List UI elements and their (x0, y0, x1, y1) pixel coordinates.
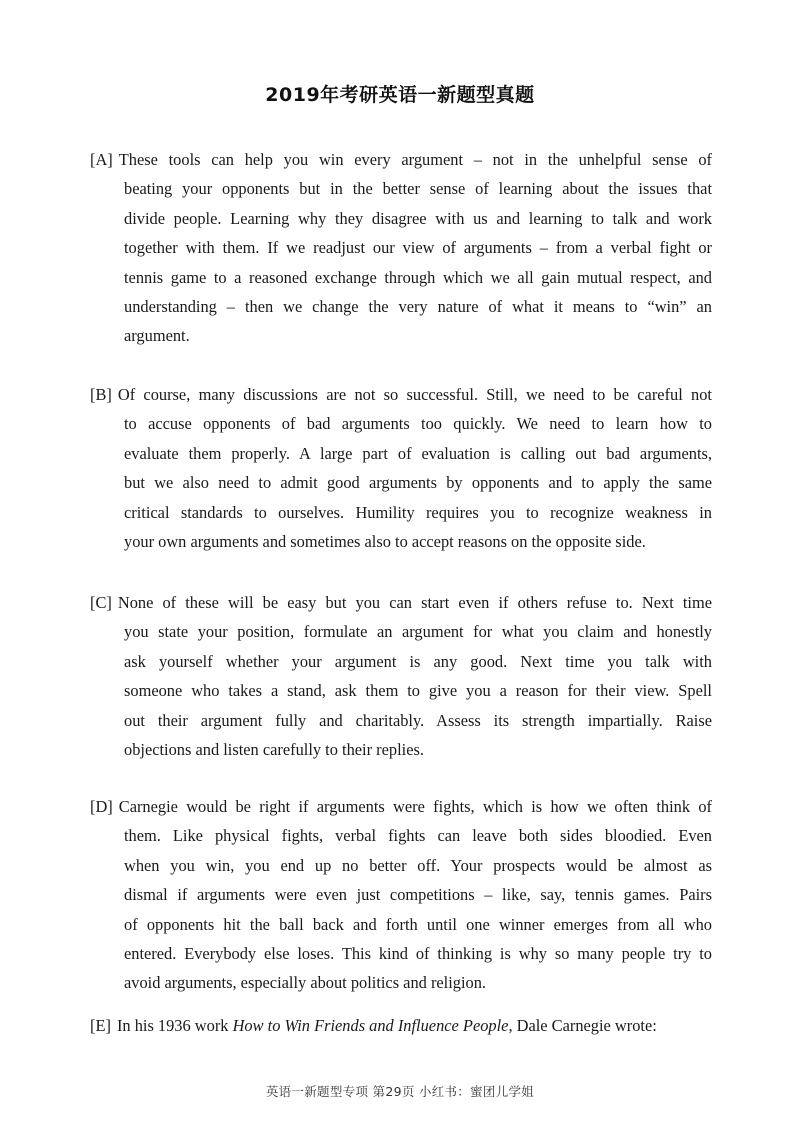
paragraph-line: [D] Carnegie would be right if arguments were fights, which is how we often think of (90, 792, 712, 821)
book-title: How to Win Friends and Influence People (232, 1016, 509, 1035)
paragraph-line: critical standards to ourselves. Humility requires you to recognize weakness in (124, 502, 712, 522)
paragraph-label: [C] (90, 593, 112, 612)
paragraph-line: evaluate them properly. A large part of evaluation is calling out bad arguments, (124, 443, 712, 463)
paragraph-c (90, 588, 712, 764)
paragraph-line: [A] These tools can help you win every argument – not in the unhelpful sense of (90, 145, 712, 174)
paragraph-line: objections and listen carefully to their replies. (124, 740, 424, 760)
paragraph-a (90, 145, 712, 351)
paragraph-line: of opponents hit the ball back and forth until one winner emerges from all who (124, 914, 712, 934)
paragraph-label: [E] (90, 1016, 111, 1035)
paragraph-line: together with them. If we readjust our view of arguments – from a verbal fight or (124, 238, 712, 258)
paragraph-line: your own arguments and sometimes also to accept reasons on the opposite side. (124, 532, 646, 552)
paragraph-line: when you win, you end up no better off. Your prospects would be almost as (124, 855, 712, 875)
paragraph-line: dismal if arguments were even just competitions – like, say, tennis games. Pairs (124, 885, 712, 905)
paragraph-line: tennis game to a reasoned exchange through which we all gain mutual respect, and (124, 267, 712, 287)
page-title: 2019年考研英语一新题型真题 (265, 84, 535, 106)
paragraph-line: entered. Everybody else loses. This kind of thinking is why so many people try to (124, 944, 712, 964)
paragraph-label: [A] (90, 150, 113, 169)
paragraph-line: ask yourself whether your argument is any good. Next time you talk with (124, 651, 712, 671)
paragraph-line: to accuse opponents of bad arguments too quickly. We need to learn how to (124, 414, 712, 434)
page-footer: 英语一新题型专项 第29页 小红书：蜜团儿学姐 (265, 1084, 535, 1099)
paragraph-line: someone who takes a stand, ask them to give you a reason for their view. Spell (124, 681, 712, 701)
paragraph-line: out their argument fully and charitably. Assess its strength impartially. Raise (124, 710, 712, 730)
paragraph-line: avoid arguments, especially about politics and religion. (124, 973, 487, 993)
paragraph-label: [D] (90, 797, 113, 816)
paragraph-line: but we also need to admit good arguments by opponents and to apply the same (124, 473, 712, 493)
paragraph-line: you state your position, formulate an argument for what you claim and honestly (124, 622, 712, 642)
paragraph-line: [C] None of these will be easy but you can start even if others refuse to. Next time (90, 588, 712, 617)
paragraph-line: divide people. Learning why they disagree with us and learning to talk and work (124, 208, 712, 228)
paragraph-label: [B] (90, 385, 112, 404)
paragraph-line: [E] In his 1936 work How to Win Friends and Influence People, Dale Carnegie wrote: (90, 1011, 712, 1040)
paragraph-line: argument. (124, 326, 190, 346)
paragraph-line: them. Like physical fights, verbal fights can leave both sides bloodied. Even (124, 826, 712, 846)
paragraph-d (90, 792, 712, 998)
paragraph-line: beating your opponents but in the better sense of learning about the issues that (124, 179, 712, 199)
paragraph-line: [B] Of course, many discussions are not so successful. Still, we need to be careful not (90, 380, 712, 409)
paragraph-b (90, 380, 712, 556)
paragraph-e (90, 1011, 712, 1040)
paragraph-line: understanding – then we change the very nature of what it means to “win” an (124, 297, 712, 317)
